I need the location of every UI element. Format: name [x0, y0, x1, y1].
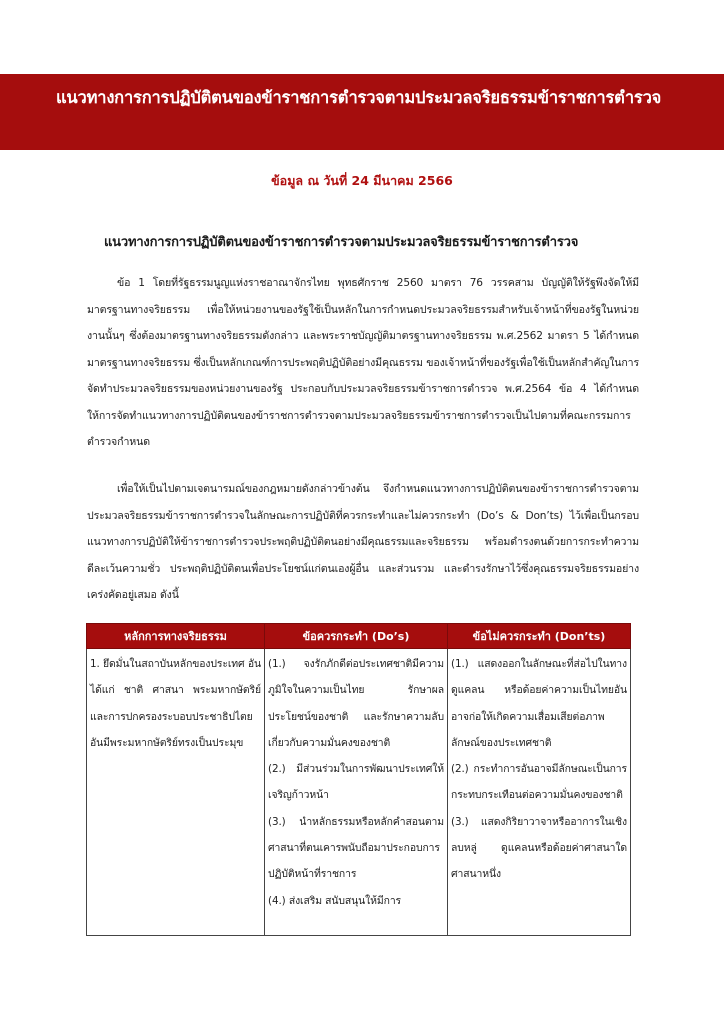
header-principle: หลักการทางจริยธรรม	[87, 624, 265, 649]
banner-title: แนวทางการการปฏิบัติตนของข้าราชการตำรวจตามประมวลจริยธรรมข้าราชการตำรวจ	[56, 88, 662, 107]
table-row	[87, 649, 631, 936]
principle-cell	[87, 649, 265, 936]
title-banner	[0, 74, 724, 150]
ethics-table	[86, 623, 631, 936]
donts-item: (3.) แสดงกิริยาวาจาหรืออาการในเชิงลบหลู่ ดูแคลนหรือด้อยค่าศาสนาใดศาสนาหนึ่ง	[451, 815, 627, 881]
dos-cell	[265, 649, 448, 936]
dos-item: (4.) ส่งเสริม สนับสนุนให้มีการ	[268, 894, 402, 907]
header-dos: ข้อควรกระทำ (Do’s)	[265, 624, 448, 649]
date-line: ข้อมูล ณ วันที่ 24 มีนาคม 2566	[271, 173, 453, 188]
dos-item: (1.) จงรักภักดีต่อประเทศชาติมีความภูมิใจในความเป็นไทย รักษาผลประโยชน์ของชาติ และรักษาความลับเกี่ยวกับความมั่นคงของชาติ	[268, 658, 444, 749]
donts-item: (2.) กระทำการอันอาจมีลักษณะเป็นการกระทบกระเทือนต่อความมั่นคงของชาติ	[451, 763, 627, 802]
document-heading: แนวทางการการปฏิบัติตนของข้าราชการตำรวจตามประมวลจริยธรรมข้าราชการตำรวจ	[104, 235, 579, 250]
dos-item: (2.) มีส่วนร่วมในการพัฒนาประเทศให้เจริญก้าวหน้า	[268, 763, 444, 802]
paragraph-1: ข้อ 1 โดยที่รัฐธรรมนูญแห่งราชอาณาจักรไทย พุทธศักราช 2560 มาตรา 76 วรรคสาม บัญญัติให้รัฐพึงจัดให้มีมาตรฐานทางจริยธรรม เพื่อให้หน่วยงานของรัฐใช้เป็นหลักในการกำหนดประมวลจริยธรรมสำหรับเจ้าหน้าที่ของรัฐในหน่วยงานนั้นๆ ซึ่งต้องมาตรฐานทางจริยธรรมดังกล่าว และพระราชบัญญัติมาตรฐานทางจริยธรรม พ.ศ.2562 มาตรา 5 ได้กำหนดมาตรฐานทางจริยธรรม ซึ่งเป็นหลักเกณฑ์การประพฤติปฏิบัติอย่างมีคุณธรรม ของเจ้าหน้าที่ของรัฐเพื่อใช้เป็นหลักสำคัญในการจัดทำประมวลจริยธรรมของหน่วยงานของรัฐ ประกอบกับประมวลจริยธรรมข้าราชการตำรวจ พ.ศ.2564 ข้อ 4 ได้กำหนดให้การจัดทำแนวทางการปฏิบัติตนของข้าราชการตำรวจตามประมวลจริยธรรมข้าราชการตำรวจเป็นไปตามที่คณะกรรมการตำรวจกำหนด	[87, 277, 639, 448]
donts-cell	[448, 649, 631, 936]
paragraph-2: เพื่อให้เป็นไปตามเจตนารมณ์ของกฎหมายดังกล่าวข้างต้น จึงกำหนดแนวทางการปฏิบัติตนของข้าราชการตำรวจตามประมวลจริยธรรมข้าราชการตำรวจในลักษณะการปฏิบัติที่ควรกระทำและไม่ควรกระทำ (Do’s & Don’ts) ไว้เพื่อเป็นกรอบแนวทางการปฏิบัติให้ข้าราชการตำรวจประพฤติปฏิบัติตนอย่างมีคุณธรรมและจริยธรรม พร้อมดำรงตนด้วยการกระทำความดีละเว้นความชั่ว ประพฤติปฏิบัติตนเพื่อประโยชน์แก่ตนเองผู้อื่น และส่วนรวม และดำรงรักษาไว้ซึ่งคุณธรรมจริยธรรมอย่างเคร่งคัดอยู่เสมอ ดังนี้	[87, 483, 639, 601]
dos-item: (3.) นำหลักธรรมหรือหลักคำสอนตามศาสนาที่ตนเคารพนับถือมาประกอบการปฏิบัติหน้าที่ราชการ	[268, 815, 444, 881]
donts-item: (1.) แสดงออกในลักษณะที่ส่อไปในทางดูแคลน หรือด้อยค่าความเป็นไทยอันอาจก่อให้เกิดความเสื่อมเสียต่อภาพลักษณ์ของประเทศชาติ	[451, 658, 627, 749]
table-header-row	[87, 624, 631, 649]
header-donts: ข้อไม่ควรกระทำ (Don’ts)	[448, 624, 631, 649]
principle-text: 1. ยึดมั่นในสถาบันหลักของประเทศ อันได้แก่ ชาติ ศาสนา พระมหากษัตริย์และการปกครองระบอบประชาธิปไตยอันมีพระมหากษัตริย์ทรงเป็นประมุข	[90, 658, 261, 749]
